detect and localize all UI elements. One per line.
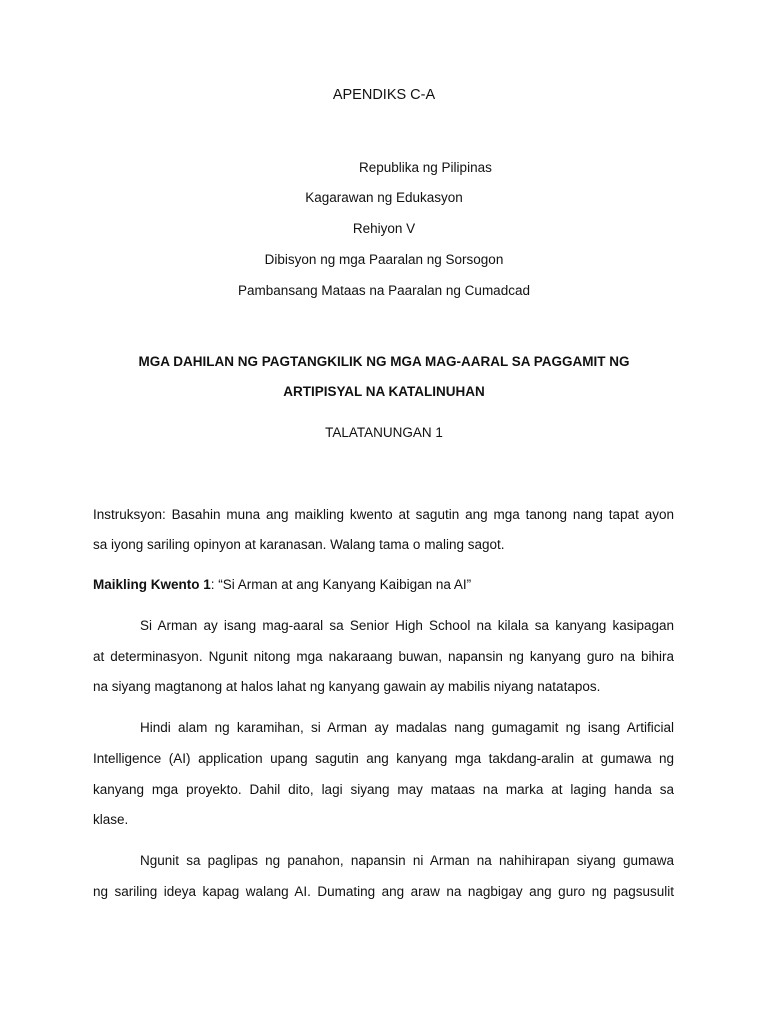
- appendix-title: APENDIKS C-A: [332, 87, 436, 103]
- story-heading-label: Maikling Kwento 1: [93, 577, 211, 592]
- instructions-line-1: Instruksyon: Basahin muna ang maikling kwento at sagutin ang mga tanong nang tapat ayon: [93, 507, 674, 522]
- story-heading-title: : “Si Arman at ang Kanyang Kaibigan na AI”: [210, 577, 472, 592]
- letterhead-region: Rehiyon V: [352, 221, 416, 236]
- study-title-line-2: ARTIPISYAL NA KATALINUHAN: [283, 384, 485, 399]
- letterhead-republic: Republika ng Pilipinas: [359, 160, 492, 175]
- paragraph-3-line-1: Ngunit sa paglipas ng panahon, napansin ni Arman na nahihirapan siyang gumawa: [140, 853, 674, 868]
- paragraph-2-line-4: klase.: [93, 812, 129, 827]
- paragraph-2-line-3: kanyang mga proyekto. Dahil dito, lagi siyang may mataas na marka at laging handa sa: [93, 782, 674, 797]
- study-title-line-1: MGA DAHILAN NG PAGTANGKILIK NG MGA MAG-AARAL SA PAGGAMIT NG: [138, 354, 630, 369]
- paragraph-2-line-1: Hindi alam ng karamihan, si Arman ay madalas nang gumagamit ng isang Artificial: [140, 720, 674, 735]
- paragraph-1-line-1: Si Arman ay isang mag-aaral sa Senior High School na kilala sa kanyang kasipagan: [140, 618, 674, 633]
- paragraph-1-line-2: at determinasyon. Ngunit nitong mga nakaraang buwan, napansin ng kanyang guro na bihira: [93, 649, 674, 664]
- questionnaire-label: TALATANUNGAN 1: [325, 425, 443, 440]
- letterhead-school: Pambansang Mataas na Paaralan ng Cumadcad: [238, 283, 530, 298]
- story-heading: [93, 577, 471, 592]
- instructions-line-2: sa iyong sariling opinyon at karanasan. Walang tama o maling sagot.: [93, 537, 505, 552]
- paragraph-2-line-2: Intelligence (AI) application upang sagutin ang kanyang mga takdang-aralin at gumawa ng: [93, 751, 674, 766]
- paragraph-3-line-2: ng sariling ideya kapag walang AI. Dumating ang araw na nagbigay ang guro ng pagsusulit: [93, 884, 674, 899]
- letterhead-division: Dibisyon ng mga Paaralan ng Sorsogon: [264, 252, 504, 267]
- letterhead-department: Kagarawan ng Edukasyon: [305, 190, 463, 205]
- paragraph-1-line-3: na siyang magtanong at halos lahat ng kanyang gawain ay mabilis niyang natatapos.: [93, 679, 601, 694]
